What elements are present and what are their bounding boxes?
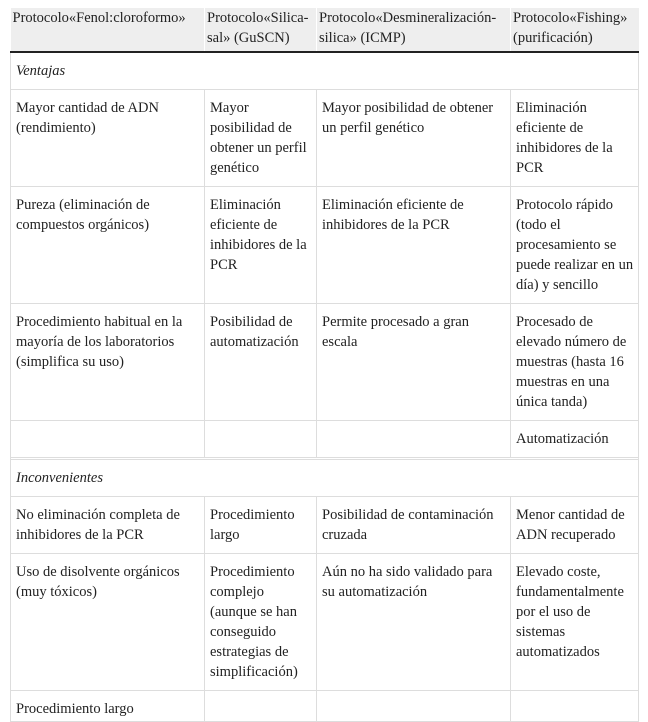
- section-row-inconvenientes: [11, 460, 639, 497]
- table-cell: Posibilidad de automatización: [205, 304, 317, 421]
- header-fishing: Protocolo«Fishing» (purificación): [511, 8, 639, 52]
- table-cell: [317, 691, 511, 722]
- table-cell: [205, 691, 317, 722]
- section-label-inconvenientes: Inconvenientes: [11, 460, 639, 497]
- table-cell: Posibilidad de contaminación cruzada: [317, 497, 511, 554]
- table-row: [11, 554, 639, 691]
- table-cell: Mayor cantidad de ADN (rendimiento): [11, 90, 205, 187]
- comparison-table-container: [10, 8, 638, 722]
- table-cell: Eliminación eficiente de inhibidores de la PCR: [317, 187, 511, 304]
- table-cell: Permite procesado a gran escala: [317, 304, 511, 421]
- table-cell: Procedimiento largo: [11, 691, 205, 722]
- table-row: [11, 187, 639, 304]
- table-row: [11, 421, 639, 458]
- table-cell: Eliminación eficiente de inhibidores de la PCR: [205, 187, 317, 304]
- header-fenol-cloroformo: Protocolo«Fenol:cloroformo»: [11, 8, 205, 52]
- table-cell: Procesado de elevado número de muestras (hasta 16 muestras en una única tanda): [511, 304, 639, 421]
- table-cell: Automatización: [511, 421, 639, 458]
- table-row: [11, 691, 639, 722]
- table-cell: No eliminación completa de inhibidores de la PCR: [11, 497, 205, 554]
- table-cell: [511, 691, 639, 722]
- table-cell: Mayor posibilidad de obtener un perfil genético: [317, 90, 511, 187]
- table-cell: Mayor posibilidad de obtener un perfil genético: [205, 90, 317, 187]
- protocol-comparison-table: [10, 8, 639, 722]
- section-label-ventajas: Ventajas: [11, 52, 639, 90]
- table-cell: Elevado coste, fundamentalmente por el uso de sistemas automatizados: [511, 554, 639, 691]
- table-cell: [317, 421, 511, 458]
- table-cell: [205, 421, 317, 458]
- table-row: [11, 304, 639, 421]
- table-cell: Uso de disolvente orgánicos (muy tóxicos): [11, 554, 205, 691]
- table-cell: Aún no ha sido validado para su automatización: [317, 554, 511, 691]
- section-row-ventajas: [11, 52, 639, 90]
- table-cell: [11, 421, 205, 458]
- table-cell: Protocolo rápido (todo el procesamiento se puede realizar en un día) y sencillo: [511, 187, 639, 304]
- table-header: [11, 8, 639, 52]
- table-body: [11, 52, 639, 722]
- table-row: [11, 90, 639, 187]
- table-cell: Pureza (eliminación de compuestos orgánicos): [11, 187, 205, 304]
- table-cell: Eliminación eficiente de inhibidores de la PCR: [511, 90, 639, 187]
- header-silica-sal: Protocolo«Silica-sal» (GuSCN): [205, 8, 317, 52]
- table-row: [11, 497, 639, 554]
- header-row: [11, 8, 639, 52]
- table-cell: Procedimiento largo: [205, 497, 317, 554]
- header-desmineralizacion-silica: Protocolo«Desmineralización-silica» (ICMP): [317, 8, 511, 52]
- table-cell: Procedimiento complejo (aunque se han conseguido estrategias de simplificación): [205, 554, 317, 691]
- table-cell: Procedimiento habitual en la mayoría de los laboratorios (simplifica su uso): [11, 304, 205, 421]
- table-cell: Menor cantidad de ADN recuperado: [511, 497, 639, 554]
